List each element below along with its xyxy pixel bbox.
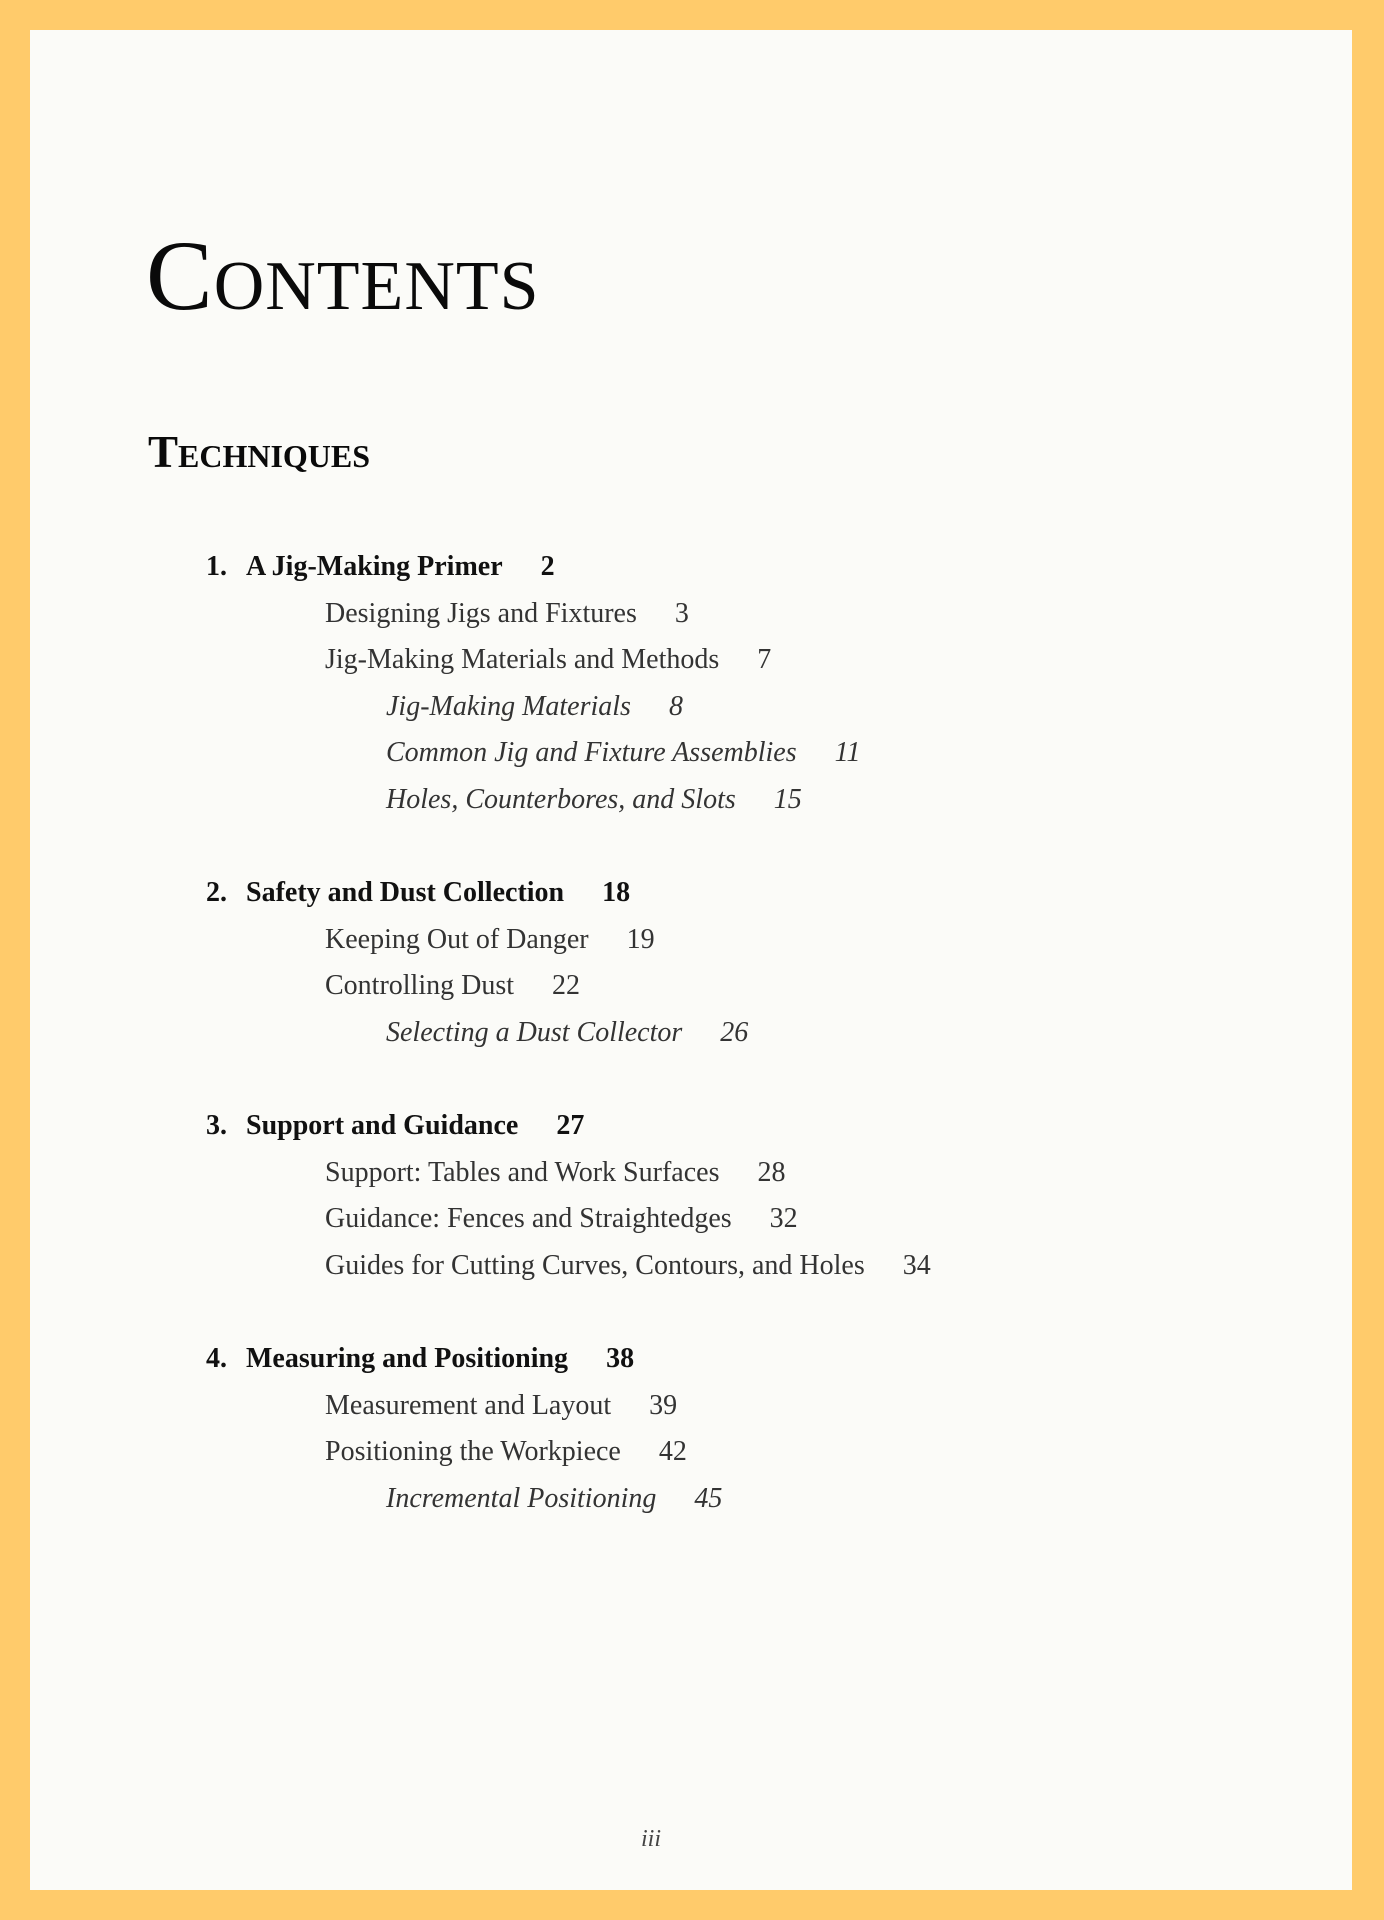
entry-page: 32 bbox=[769, 1203, 798, 1234]
toc-entry bbox=[206, 1429, 1306, 1476]
toc-chapter bbox=[206, 1336, 1306, 1522]
chapter-title: Measuring and Positioning bbox=[246, 1343, 569, 1374]
toc-subentry bbox=[206, 1010, 1306, 1057]
entry-title: Controlling Dust bbox=[325, 970, 515, 1001]
chapter-heading bbox=[206, 1103, 1306, 1150]
toc-subentry bbox=[206, 777, 1306, 824]
document-page bbox=[30, 30, 1352, 1890]
chapter-number: 4. bbox=[206, 1343, 227, 1374]
toc-entry bbox=[206, 1196, 1306, 1243]
entry-page: 3 bbox=[674, 597, 689, 629]
toc-list bbox=[206, 544, 1306, 1569]
toc-entry bbox=[206, 1243, 1306, 1290]
chapter-title: Safety and Dust Collection bbox=[246, 877, 565, 908]
toc-subentry bbox=[206, 684, 1306, 731]
entry-title: Guidance: Fences and Straightedges bbox=[325, 1203, 732, 1234]
entry-page: 39 bbox=[649, 1389, 678, 1421]
subentry-title: Holes, Counterbores, and Slots bbox=[386, 783, 736, 815]
toc-entry bbox=[206, 1150, 1306, 1197]
entry-title: Guides for Cutting Curves, Contours, and Holes bbox=[325, 1249, 865, 1281]
toc-entry bbox=[206, 591, 1306, 638]
entry-title: Keeping Out of Danger bbox=[325, 923, 589, 955]
toc-chapter bbox=[206, 544, 1306, 823]
chapter-title: Support and Guidance bbox=[246, 1110, 519, 1141]
toc-entry bbox=[206, 1383, 1306, 1430]
entry-title: Jig-Making Materials and Methods bbox=[325, 644, 720, 675]
entry-page: 19 bbox=[626, 923, 655, 955]
subentry-title: Incremental Positioning bbox=[386, 1482, 657, 1514]
subentry-page: 11 bbox=[834, 737, 861, 768]
chapter-heading bbox=[206, 1336, 1306, 1383]
entry-page: 42 bbox=[658, 1436, 687, 1467]
toc-entry bbox=[206, 963, 1306, 1010]
entry-page: 7 bbox=[757, 644, 772, 675]
entry-page: 28 bbox=[757, 1156, 786, 1188]
chapter-page: 18 bbox=[602, 877, 631, 908]
entry-page: 22 bbox=[552, 970, 581, 1001]
page-title: Contents bbox=[146, 220, 540, 331]
chapter-heading bbox=[206, 544, 1306, 591]
chapter-title: A Jig-Making Primer bbox=[246, 551, 503, 582]
toc-subentry bbox=[206, 1476, 1306, 1523]
chapter-heading bbox=[206, 870, 1306, 917]
section-title: Techniques bbox=[148, 427, 371, 477]
entry-page: 34 bbox=[902, 1249, 931, 1281]
toc-chapter bbox=[206, 1103, 1306, 1289]
chapter-number: 1. bbox=[206, 551, 227, 582]
chapter-number: 3. bbox=[206, 1110, 227, 1141]
entry-title: Designing Jigs and Fixtures bbox=[325, 597, 637, 629]
subentry-title: Jig-Making Materials bbox=[386, 690, 631, 722]
subentry-title: Common Jig and Fixture Assemblies bbox=[386, 737, 797, 768]
toc-entry bbox=[206, 917, 1306, 964]
toc-entry bbox=[206, 637, 1306, 684]
entry-title: Support: Tables and Work Surfaces bbox=[325, 1156, 720, 1188]
chapter-page: 27 bbox=[556, 1110, 585, 1141]
chapter-page: 38 bbox=[606, 1343, 635, 1374]
toc-subentry bbox=[206, 730, 1306, 777]
page-number: iii bbox=[640, 1826, 661, 1852]
chapter-number: 2. bbox=[206, 877, 227, 908]
subentry-page: 8 bbox=[668, 690, 683, 722]
toc-chapter bbox=[206, 870, 1306, 1056]
subentry-page: 45 bbox=[694, 1482, 723, 1514]
entry-title: Positioning the Workpiece bbox=[325, 1436, 621, 1467]
subentry-page: 26 bbox=[720, 1016, 749, 1048]
subentry-page: 15 bbox=[773, 783, 802, 815]
entry-title: Measurement and Layout bbox=[325, 1389, 612, 1421]
chapter-page: 2 bbox=[540, 551, 555, 582]
subentry-title: Selecting a Dust Collector bbox=[386, 1016, 683, 1048]
